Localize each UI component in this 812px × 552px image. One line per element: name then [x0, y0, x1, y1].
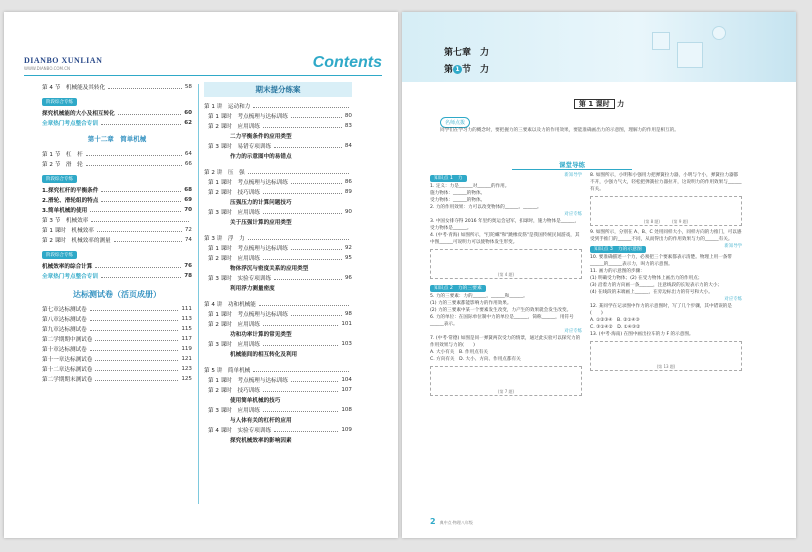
toc-tag: 阶段综合专练	[42, 98, 77, 106]
toc-label: 第 3 课时 实验专项训练	[208, 276, 272, 282]
toc-page: 108	[341, 407, 352, 413]
question-text: (2) 力的三要素中某一个要素发生改变，力产生的效果就会发生改变。	[430, 308, 572, 313]
question-text: 11. 画力的示意图的步骤：	[590, 269, 645, 274]
toc-page: 68	[184, 187, 192, 193]
decor-cube	[652, 32, 670, 50]
toc-topic: 物体浮沉与密度关系的应用类型	[230, 266, 309, 272]
question-text: 7. (中考·常德) 如图是同一弹簧两次受力的情景，通过此实验可以探究力的作用效果与力的( )	[430, 336, 581, 348]
toc-page: 80	[344, 113, 352, 119]
toc-page: 76	[184, 263, 192, 269]
toc-row	[42, 304, 192, 314]
question-text: (1) 明确受力物体；(2) 在受力物体上画出力的作用点；	[590, 276, 703, 281]
toc-row	[42, 314, 192, 324]
toc-topic: 机械能间的相互转化及利用	[230, 352, 298, 358]
toc-label: 第 3 课时 应用训练	[208, 408, 260, 414]
toc-leader	[248, 236, 349, 240]
question-text: 施力物体：______的物体。	[430, 191, 486, 196]
toc-leader	[95, 377, 178, 381]
toc-row	[204, 187, 352, 197]
question-text: 1. 定义：力是______对______的作用。	[430, 184, 510, 189]
toc-row	[42, 364, 192, 374]
question-text: C. 方向有关 D. 大小、方向、作用点都有关	[430, 357, 521, 362]
toc-label: 机械效率的综合计算	[42, 264, 93, 270]
toc-row	[204, 243, 352, 253]
toc-leader	[86, 152, 182, 156]
toc-page: 115	[181, 326, 192, 332]
toc-label: 第 1 课时 考点梳理与达标训练	[208, 378, 288, 384]
lesson-column-left	[430, 172, 582, 399]
column-divider	[198, 84, 199, 504]
toc-row	[42, 108, 192, 118]
toc-topic: 与人体有关的杠杆的应用	[230, 418, 292, 424]
lesson-title: 力	[617, 100, 625, 108]
question-text: (1) 力的三要素都能影响力的作用效果。	[430, 301, 512, 306]
question-text: 9. 如图所示，分别在 A、B、C 处用同样大小，同样方向的力推门，可以感受到手推门的______不同，从而得出力的作用效果与力的______有关。	[590, 230, 742, 242]
practice-tag: 对应专练	[724, 297, 742, 302]
toc-label: 第 2 课时 技巧训练	[208, 190, 260, 196]
lesson-heading	[402, 99, 796, 109]
toc-leader	[259, 302, 349, 306]
toc-row	[204, 253, 352, 263]
toc-label: 第 5 讲 简单机械	[204, 368, 251, 374]
toc-label: 第 2 课时 应用训练	[208, 322, 260, 328]
toc-page: 121	[181, 356, 192, 362]
section-post: 节 力	[462, 65, 490, 75]
toc-leader	[108, 85, 182, 89]
contents-column-left	[42, 82, 192, 384]
toc-row	[42, 159, 192, 169]
toc-label: 探究机械能的大小及相互转化	[42, 111, 115, 117]
practice-tag: 对应专练	[564, 212, 582, 217]
toc-page: 107	[341, 387, 352, 393]
toc-label: 第七章达标测试卷	[42, 307, 87, 313]
toc-label: 第 1 课时 考点梳理与达标训练	[208, 246, 288, 252]
toc-label: 第 1 课时 考点梳理与达标训练	[208, 180, 288, 186]
brand-name: DIANBO XUNLIAN	[24, 56, 103, 65]
toc-label: 第 1 讲 运动和力	[204, 104, 251, 110]
toc-page: 113	[181, 316, 192, 322]
toc-leader	[101, 198, 181, 202]
toc-leader	[263, 342, 338, 346]
toc-label: 第 3 课时 应用训练	[208, 342, 260, 348]
toc-leader	[263, 190, 342, 194]
toc-page: 74	[184, 237, 192, 243]
toc-page: 98	[344, 311, 352, 317]
toc-row	[42, 334, 192, 344]
tip-text: 同学们在学习力的概念时，要把握力的三要素以及力的作用效果，要能准确画出力的示意图，理解力的作用是相互的。	[440, 128, 679, 133]
knowledge-point-tag: 新知导学	[724, 244, 742, 249]
chapter-title: 第七章 力	[444, 48, 490, 58]
toc-leader	[101, 121, 181, 125]
toc-leader	[118, 111, 181, 115]
toc-page: 103	[341, 341, 352, 347]
toc-page: 90	[344, 209, 352, 215]
page-footer-text: 典中点·物理八年级	[439, 520, 473, 525]
toc-row	[42, 149, 192, 159]
toc-page: 86	[344, 179, 352, 185]
toc-row	[42, 271, 192, 281]
toc-label: 第 1 课时 考点梳理与达标训练	[208, 312, 288, 318]
toc-page: 104	[341, 377, 352, 383]
toc-row	[204, 207, 352, 217]
toc-leader	[114, 238, 182, 242]
toc-leader	[101, 188, 181, 192]
toc-page: 58	[184, 84, 192, 90]
toc-label: 第 4 课时 实验专项训练	[208, 428, 272, 434]
figure: (第 8 题) (第 9 题)	[590, 196, 742, 226]
toc-leader	[97, 228, 182, 232]
header-divider	[24, 75, 382, 76]
toc-leader	[95, 337, 178, 341]
toc-label: 第 2 课时 技巧训练	[208, 388, 260, 394]
toc-leader	[90, 327, 179, 331]
toc-label: 第 2 课时 应用训练	[208, 124, 260, 130]
knowledge-point-tag: 新知导学	[564, 173, 582, 178]
knowledge-point-label: 知识点 1 力	[430, 175, 467, 182]
toc-topic: 使用简单机械的技巧	[230, 398, 281, 404]
toc-leader	[95, 357, 178, 361]
toc-row	[42, 261, 192, 271]
practice-tag-wrap	[430, 211, 582, 218]
toc-row	[204, 319, 352, 329]
toc-label: 第十二章达标测试卷	[42, 367, 93, 373]
toc-row	[42, 82, 192, 92]
toc-row	[42, 185, 192, 195]
toc-row	[204, 425, 352, 435]
practice-tag-wrap	[430, 328, 582, 335]
question-text: 受力物体：______的物体。	[430, 198, 486, 203]
section-title	[444, 62, 489, 75]
toc-row	[204, 339, 352, 349]
toc-page: 62	[184, 120, 192, 126]
toc-leader	[291, 312, 342, 316]
toc-page: 70	[184, 207, 192, 213]
toc-leader	[274, 276, 342, 280]
toc-row	[204, 405, 352, 415]
toc-leader	[263, 210, 342, 214]
toc-page: 95	[344, 255, 352, 261]
toc-label: 第二学期期中测试卷	[42, 337, 93, 343]
chapter-banner	[402, 12, 796, 82]
toc-topic: 关于压强计算的应用类型	[230, 220, 292, 226]
toc-label: 第 4 节 机械能及其转化	[42, 85, 106, 91]
question-text: 2. 力的作用效果：力可以改变物体的______、______。	[430, 205, 542, 210]
toc-page: 60	[184, 110, 192, 116]
toc-label: 第 2 课时 应用训练	[208, 256, 260, 262]
toc-leader	[274, 144, 342, 148]
figure: (第 4 题)	[430, 249, 582, 279]
toc-leader	[248, 170, 349, 174]
question-text: 5. 力的三要素：力的______、______和______。	[430, 294, 528, 299]
toc-label: 2.滑轮、滑轮组的特点	[42, 198, 99, 204]
lesson-box: 第 1 课时	[574, 99, 615, 109]
toc-row	[204, 111, 352, 121]
final-review-title: 期末提分练案	[204, 82, 352, 97]
toc-page: 66	[184, 161, 192, 167]
toc-label: 第 1 课时 考点梳理与达标训练	[208, 114, 288, 120]
toc-page: 69	[184, 197, 192, 203]
toc-row	[42, 354, 192, 364]
toc-row	[204, 101, 352, 111]
toc-page: 101	[341, 321, 352, 327]
toc-label: 第 3 讲 浮 力	[204, 236, 245, 242]
toc-row	[204, 385, 352, 395]
knowledge-point-label: 知识点 3 力的示意图	[590, 246, 646, 253]
toc-leader	[253, 368, 349, 372]
toc-label: 全章热门考点整合专训	[42, 274, 98, 280]
toc-row	[204, 309, 352, 319]
lesson-page	[402, 12, 796, 538]
toc-page: 89	[344, 189, 352, 195]
toc-topic: 利用浮力测量密度	[230, 286, 275, 292]
toc-leader	[91, 218, 189, 222]
toc-leader	[90, 208, 181, 212]
toc-row	[42, 225, 192, 235]
toc-leader	[95, 264, 181, 268]
knowledge-point-label: 知识点 2 力的三要素	[430, 285, 486, 292]
toc-leader	[274, 428, 338, 432]
page-number	[430, 517, 473, 526]
toc-row	[42, 215, 192, 225]
toc-chapter-title: 第十二章 简单机械	[87, 135, 147, 143]
toc-page: 96	[344, 275, 352, 281]
practice-tag-wrap	[590, 296, 742, 303]
toc-leader	[263, 124, 342, 128]
toc-leader	[291, 180, 342, 184]
toc-row	[42, 344, 192, 354]
page-number-value: 2	[430, 517, 436, 526]
question-text: 8. 如图所示，小明和小强用力把弹簧拉力器，小明与个小，弹簧拉力器都不开，小强力气大，轻松把弹簧拉力器拉开，这说明力的作用效果与______有关。	[590, 173, 742, 192]
toc-leader	[291, 114, 342, 118]
toc-label: 第十章达标测试卷	[42, 347, 87, 353]
toc-label: 第八章达标测试卷	[42, 317, 87, 323]
toc-leader	[95, 367, 178, 371]
toc-leader	[90, 347, 179, 351]
toc-row	[204, 375, 352, 385]
figure: (第 7 题)	[430, 366, 582, 396]
toc-topic: 探究机械效率的影响因素	[230, 438, 292, 444]
toc-topic: 压强压力的计算问题技巧	[230, 200, 292, 206]
toc-row	[42, 235, 192, 245]
section-pre: 第	[444, 65, 454, 75]
toc-label: 第 2 课时 机械效率的测量	[42, 238, 111, 244]
toc-label: 第 3 节 机械效率	[42, 218, 89, 224]
toc-topic: 作力的示意图中的易错点	[230, 154, 292, 160]
toc-row	[42, 205, 192, 215]
contents-title: Contents	[312, 54, 382, 71]
question-text: (3) 沿着力的方向画一条______，注意线段的长短表示力的大小；	[590, 283, 723, 288]
knowledge-point	[590, 243, 742, 254]
toc-tag: 阶段综合专练	[42, 251, 77, 259]
toc-row	[42, 195, 192, 205]
toc-row	[204, 233, 352, 243]
toc-row	[204, 141, 352, 151]
toc-leader	[263, 408, 338, 412]
contents-header	[24, 42, 382, 76]
toc-leader	[291, 246, 342, 250]
toc-label: 第二学期期末测试卷	[42, 377, 93, 383]
toc-page: 92	[344, 245, 352, 251]
toc-row	[204, 365, 352, 375]
practice-tag: 对应专练	[564, 329, 582, 334]
question-text: 10. 要准确描述一个力，必须把三个要素都表示清楚。物理上用一条带______的______表示力，叫力的示意图。	[590, 255, 732, 267]
question-text: A. ①②③④ B. ②①④③	[590, 318, 640, 323]
contents-column-right	[204, 82, 352, 445]
toc-row	[204, 273, 352, 283]
section-number: 1	[453, 65, 462, 74]
decor-sphere	[712, 26, 726, 40]
question-text: 13. (中考·海南) 在图中画出拉车的力 F 的示意图。	[590, 332, 694, 337]
toc-label: 第 2 讲 压 强	[204, 170, 245, 176]
toc-page: 119	[181, 346, 192, 352]
toc-leader	[90, 317, 179, 321]
toc-tag: 阶段综合专练	[42, 175, 77, 183]
question-text: 12. 某同学在记录图中作力的示意图时，写了几个步骤，其中错误的是( )	[590, 304, 732, 316]
practice-title: 课堂导练	[512, 160, 632, 170]
toc-label: 第 2 节 滑 轮	[42, 162, 83, 168]
toc-page: 78	[184, 273, 192, 279]
toc-row	[42, 374, 192, 384]
question-text: A. 大小有关 B. 作用点有关	[430, 350, 488, 355]
toc-leader	[263, 388, 338, 392]
knowledge-point	[430, 172, 582, 183]
toc-topic: 功和功率计算的常见类型	[230, 332, 292, 338]
toc-label: 第 1 课时 机械效率	[42, 228, 94, 234]
toc-page: 125	[181, 376, 192, 382]
question-text: C. ③①④② D. ①④③②	[590, 325, 641, 330]
lesson-column-right	[590, 172, 742, 374]
toc-tag-wrap	[42, 92, 192, 108]
toc-page: 111	[181, 306, 192, 312]
toc-label: 全章热门考点整合专训	[42, 121, 98, 127]
question-text: (4) 在线段的末端画上______，在旁边标出力的符号和大小。	[590, 290, 713, 295]
toc-label: 1.探究杠杆的平衡条件	[42, 188, 99, 194]
toc-tag-wrap	[42, 245, 192, 261]
brand-url: WWW.DIANBO.COM.CN	[24, 66, 71, 71]
toc-section-title: 达标测试卷（活页成册）	[73, 290, 161, 299]
toc-label: 第 4 讲 功和机械能	[204, 302, 256, 308]
toc-label: 3.简单机械的使用	[42, 208, 88, 214]
toc-leader	[101, 274, 181, 278]
toc-page: 84	[344, 143, 352, 149]
toc-label: 第 1 节 杠 杆	[42, 152, 83, 158]
toc-label: 第九章达标测试卷	[42, 327, 87, 333]
toc-row	[42, 118, 192, 128]
question-text: 3. 中国女排夺得 2016 年里约奥运会冠军，扣球时，施力物体是______，受力物体是______。	[430, 219, 580, 231]
toc-row	[204, 299, 352, 309]
toc-page: 72	[184, 227, 192, 233]
toc-leader	[291, 378, 338, 382]
toc-page: 64	[184, 151, 192, 157]
toc-page: 83	[344, 123, 352, 129]
figure: (第 13 题)	[590, 341, 742, 371]
toc-leader	[86, 162, 182, 166]
toc-row	[204, 121, 352, 131]
toc-label: 第 3 课时 应用训练	[208, 210, 260, 216]
toc-label: 第十一章达标测试卷	[42, 357, 93, 363]
toc-row	[42, 324, 192, 334]
tip-label: 名师点拨	[440, 117, 470, 128]
toc-tag-wrap	[42, 169, 192, 185]
contents-page	[4, 12, 398, 538]
knowledge-point	[430, 282, 582, 293]
toc-leader	[263, 256, 342, 260]
decor-cube	[677, 42, 703, 68]
question-text: 4. (中考·青海) 如图所示，"打陀螺"和"跳橡皮筋"是我国传统民间游戏，其中图______可说明力可以使物体发生形变。	[430, 233, 580, 245]
question-text: 6. 力的单位：在国际单位制中力的单位是______，简称______，用符号______表示。	[430, 315, 574, 327]
toc-label: 第 3 课时 易错专项训练	[208, 144, 272, 150]
toc-page: 117	[181, 336, 192, 342]
toc-topic: 二力平衡条件的应用类型	[230, 134, 292, 140]
toc-page: 109	[341, 427, 352, 433]
toc-row	[204, 167, 352, 177]
toc-leader	[263, 322, 338, 326]
toc-page: 123	[181, 366, 192, 372]
toc-row	[204, 177, 352, 187]
toc-leader	[253, 104, 349, 108]
toc-leader	[90, 307, 179, 311]
